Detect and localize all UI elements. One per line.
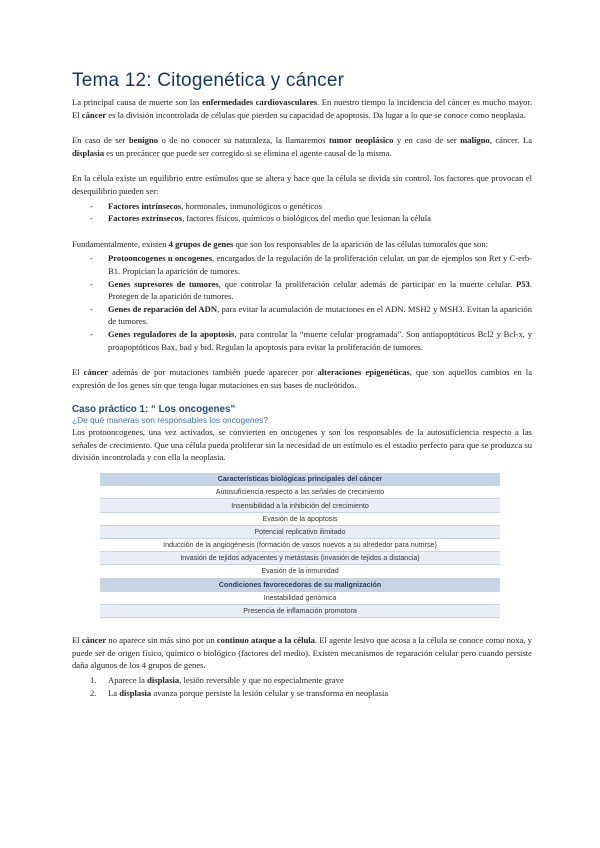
bold-text: 4 grupos de genes bbox=[168, 238, 234, 249]
text: es un precáncer que puede ser corregido si se elimina el agente causal de la misma. bbox=[104, 147, 392, 158]
text: , factores físicos, químicos o biológicos del medio que lesionan la célula bbox=[182, 213, 431, 224]
bold-text: enfermedades cardiovasculares bbox=[202, 97, 318, 107]
text: Fundamentalmente, existen bbox=[72, 238, 169, 249]
list-item bbox=[72, 687, 532, 700]
genes-list bbox=[72, 252, 532, 353]
page-title: Tema 12: Citogenética y cáncer bbox=[72, 70, 345, 91]
bold-text: cáncer bbox=[83, 367, 109, 378]
text: En caso de ser bbox=[72, 135, 129, 146]
bold-text: displasia bbox=[72, 147, 105, 158]
table-row: Invasión de tejidos adyacentes y metástasis (invasión de tejidos a distancia) bbox=[100, 552, 500, 565]
text: La principal causa de muerte son las bbox=[72, 97, 202, 107]
text: , lesión reversible y que no especialmente grave bbox=[179, 674, 344, 685]
table-header: Condiciones favorecedoras de su malignización bbox=[100, 578, 500, 591]
bold-text: cáncer bbox=[81, 635, 107, 646]
list-number: 1. bbox=[90, 674, 97, 685]
list-item bbox=[72, 278, 532, 303]
paragraph-intro bbox=[72, 96, 532, 121]
text: , para controlar la “muerte celular programada”. Son antiapoptóticos Bcl2 y Bcl-x, y proapoptóticos Bax, bad y bid. Regulan la apoptosis para evitar la proliferación de tumores. bbox=[108, 328, 533, 352]
text: , encargados de la regulación de la proliferación celular. un par de ejemplos son Ret y C-erb-B1. Propician la aparición de tumores. bbox=[108, 253, 532, 276]
table-row: Autosuficiencia respecto a las señales de crecimiento bbox=[100, 486, 500, 499]
factores-list bbox=[72, 200, 532, 225]
table-row: Evasión de la inmunidad bbox=[100, 565, 500, 578]
text: no aparece sin más sino por un bbox=[106, 635, 217, 646]
table-row: Presencia de inflamación promotora bbox=[100, 604, 500, 617]
text: El bbox=[72, 367, 84, 378]
steps-list bbox=[72, 674, 532, 699]
bold-text: Genes de reparación del ADN bbox=[108, 303, 218, 314]
paragraph-benigno bbox=[72, 134, 532, 159]
text: . Protegen de la aparición de tumores. bbox=[108, 278, 532, 302]
caso-practico-answer: Los protooncogenes, una vez activados, se convierten en oncogenes y son los responsables de la autosuficiencia respecto a las señales de crecimiento. Que una célula pueda proliferar sin la necesidad de un estímulo es el estadio perfecto para que se produzca su división incontrolada y con ella la neoplasia. bbox=[72, 427, 532, 463]
text: , que son aquellos cambios en la expresión de los genes sin que tenga lugar mutaciones en sus bases de nucleótidos. bbox=[72, 367, 533, 390]
text: además de por mutaciones también puede aparecer por bbox=[108, 367, 318, 378]
paragraph-epigenetica bbox=[72, 366, 532, 391]
bold-text: continuo ataque a la célula bbox=[216, 635, 315, 646]
paragraph-equilibrio: En la célula existe un equilibrio entre estímulos que se altera y hace que la célula se divida sin control. los factores que provocan el desequilibrio pueden ser: bbox=[72, 173, 532, 196]
table-row: Potencial replicativo ilimitado bbox=[100, 525, 500, 538]
bold-text: Genes supresores de tumores bbox=[108, 278, 219, 289]
bold-text: tumor neoplásico bbox=[328, 135, 394, 146]
paragraph-grupos-genes bbox=[72, 238, 532, 251]
text: y en caso de ser bbox=[393, 135, 461, 146]
text: , para evitar la acumulación de mutaciones en el ADN. MSH2 y MSH3. Evitan la aparición de tumores. bbox=[108, 303, 532, 327]
text: , que controlar la proliferación celular además de participar en la muerte celular. bbox=[218, 278, 516, 289]
text: o de no conocer su naturaleza, la llamaremos bbox=[158, 135, 329, 146]
list-item bbox=[72, 200, 532, 213]
text: . En nuestro tiempo la incidencia del cáncer es mucho mayor. El bbox=[72, 97, 532, 120]
bold-text: displasia bbox=[119, 687, 152, 698]
bold-text: cáncer bbox=[81, 109, 107, 120]
bold-text: Protooncogenes u oncogenes bbox=[108, 253, 213, 264]
text: El bbox=[72, 635, 82, 646]
document-page bbox=[72, 70, 532, 699]
text: . El agente lesivo que acosa a la célula se conoce como noxa, y puede ser de origen físico, químico o biológico (factores del medio). Existen mecanismos de reparación celular pero cuando persiste daña algunos de los 4 grupos de genes. bbox=[72, 635, 532, 671]
bold-text: displasia bbox=[147, 674, 180, 685]
list-number: 2. bbox=[90, 687, 97, 698]
bold-text: maligno bbox=[460, 135, 490, 146]
text: , cáncer. La bbox=[489, 135, 533, 146]
list-item bbox=[72, 212, 532, 225]
table-row: Evasión de la apoptosis bbox=[100, 512, 500, 525]
text: La bbox=[108, 687, 120, 698]
caso-practico-heading: Caso práctico 1: “ Los oncogenes” bbox=[72, 404, 236, 416]
bold-text: Genes reguladores de la apoptosis bbox=[108, 328, 235, 339]
list-item bbox=[72, 674, 532, 687]
list-item bbox=[72, 303, 532, 328]
bold-text: benigno bbox=[128, 135, 159, 146]
paragraph-noxa bbox=[72, 634, 532, 672]
bold-text: P53 bbox=[516, 278, 530, 289]
text: avanza porque persiste la lesión celular y se transforma en neoplasia bbox=[151, 687, 389, 698]
text: que son los responsables de la aparición de las células tumorales que son: bbox=[233, 238, 488, 249]
list-item bbox=[72, 252, 532, 277]
text: , hormonales, inmunológicos o genéticos bbox=[181, 200, 322, 211]
bold-text: Factores extrínsecos bbox=[108, 213, 183, 224]
list-item bbox=[72, 328, 532, 353]
background-watermark bbox=[556, 510, 596, 690]
characteristics-table bbox=[100, 473, 500, 618]
bold-text: Factores intrínsecos bbox=[108, 200, 182, 211]
bold-text: alteraciones epigenéticas bbox=[317, 367, 410, 378]
table-header: Características biológicas principales del cáncer bbox=[100, 473, 500, 486]
table-row: Inestabilidad genómica bbox=[100, 591, 500, 604]
text: es la división incontrolada de células que pierden su capacidad de apoptosis. Da lugar a lo que se conoce como neoplasia. bbox=[106, 109, 526, 120]
table-row: Insensibilidad a la inhibición del crecimiento bbox=[100, 499, 500, 512]
table-row: Inducción de la angiogénesis (formación de vasos nuevos a su alrededor para nutrirse) bbox=[100, 539, 500, 552]
text: Aparece la bbox=[108, 674, 148, 685]
caso-practico-question: ¿De qué maneras son responsables los oncogenes? bbox=[72, 415, 269, 426]
